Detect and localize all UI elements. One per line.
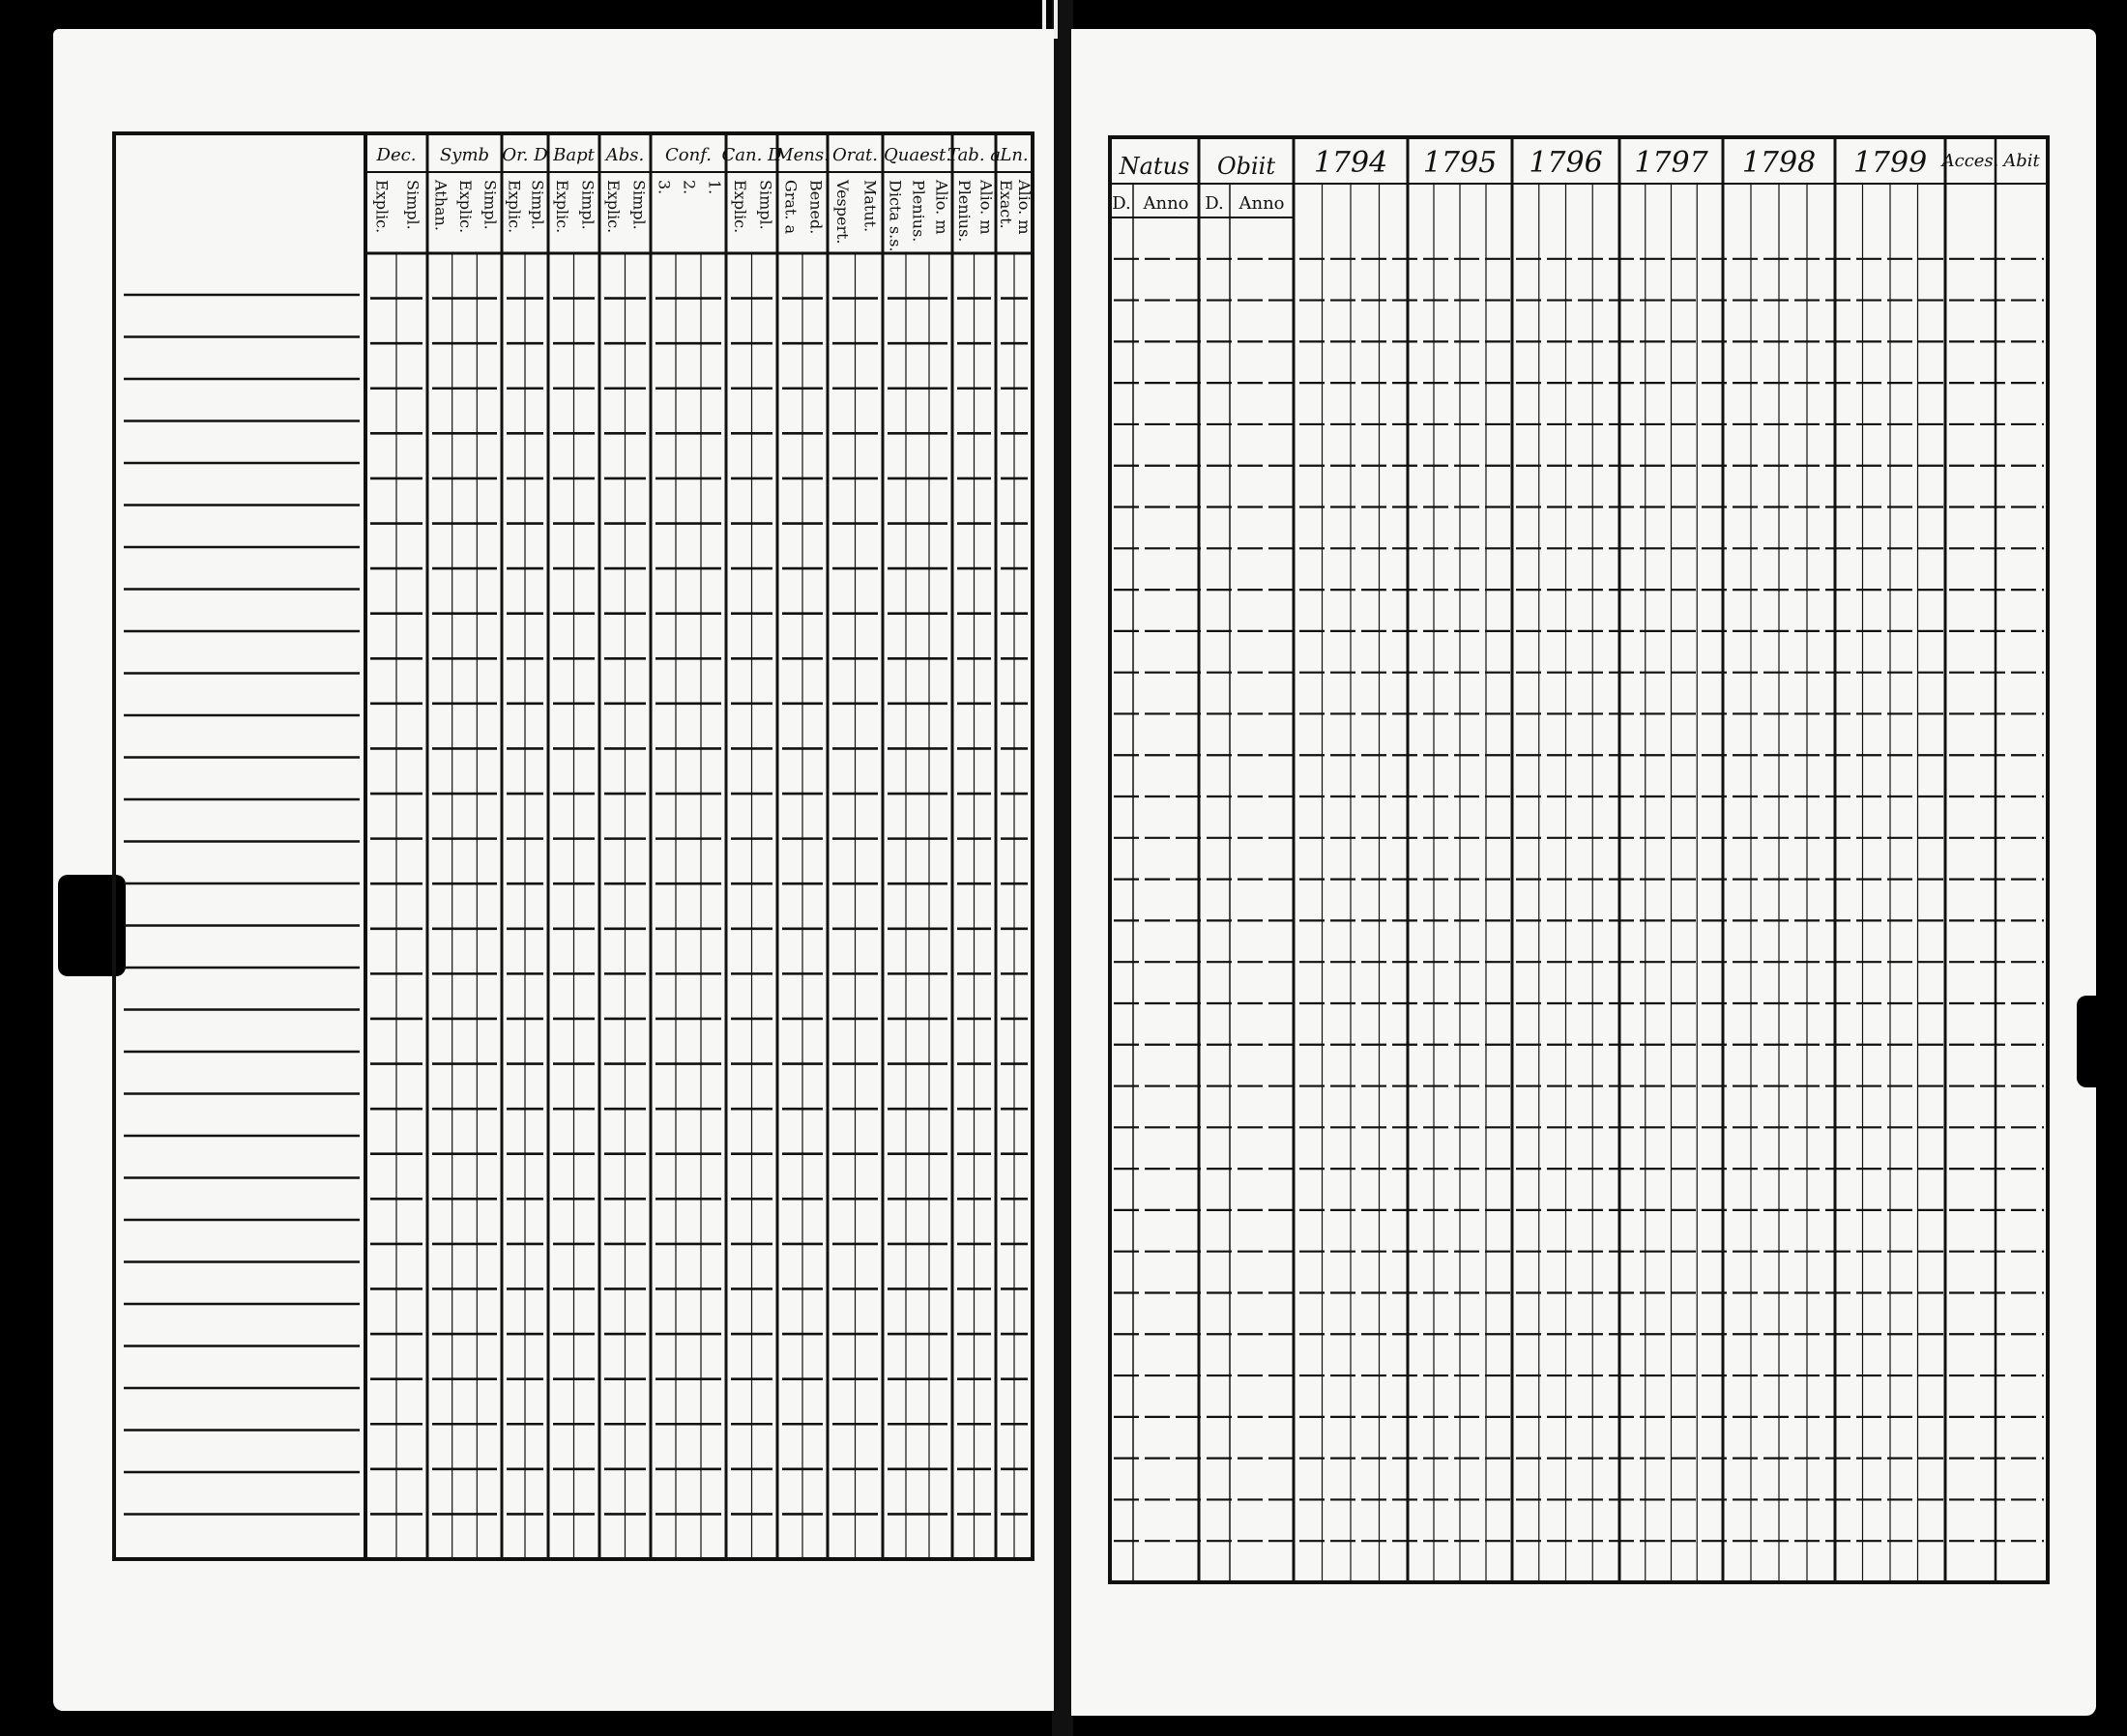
right-table-frame — [1110, 137, 2048, 1582]
sub-column-header: Explic. — [372, 180, 392, 234]
sub-column-header: Alio. m — [932, 180, 951, 235]
column-header: Abit — [2003, 151, 2040, 171]
sub-column-header: D. — [1205, 193, 1224, 214]
sub-column-header: Bened. — [806, 180, 826, 235]
sub-column-header: Exact. — [997, 180, 1015, 229]
column-header: Quaest. — [884, 145, 951, 165]
sub-column-header: Alio. m — [1015, 180, 1034, 235]
sub-column-header: Anno — [1143, 193, 1189, 214]
column-header: Orat. — [831, 145, 879, 165]
column-header: Or. D — [502, 145, 548, 165]
sub-column-header: Plenius. — [909, 180, 928, 243]
sub-column-header: Simpl. — [756, 180, 775, 230]
right-register-table — [1110, 137, 2048, 1582]
sub-column-header: D. — [1112, 193, 1131, 214]
column-header: Tab. a — [947, 145, 1002, 165]
sub-column-header: 3. — [655, 180, 674, 195]
year-header: 1799 — [1852, 146, 1928, 180]
sub-column-header: 1. — [705, 180, 724, 195]
column-header: Acces. — [1941, 151, 1999, 171]
year-header: 1794 — [1313, 146, 1388, 180]
sub-column-header: Simpl. — [481, 180, 500, 230]
column-header: Ln. — [1000, 145, 1029, 165]
sub-column-header: Simpl. — [403, 180, 422, 230]
year-header: 1798 — [1741, 146, 1817, 180]
sub-column-header: Simpl. — [528, 180, 547, 230]
column-header: Natus — [1119, 153, 1190, 180]
sub-column-header: Simpl. — [629, 180, 649, 230]
sub-column-header: Vespert. — [832, 180, 852, 245]
sub-column-header: Simpl. — [578, 180, 597, 230]
sub-column-header: Explic. — [505, 180, 524, 234]
column-header: Dec. — [376, 145, 417, 165]
sub-column-header: 2. — [680, 180, 699, 195]
sub-column-header: Alio. m — [976, 180, 996, 235]
column-header: Abs. — [605, 145, 645, 165]
left-register-table — [114, 133, 1034, 1559]
sub-column-header: Anno — [1238, 193, 1285, 214]
sub-column-header: Grat. a — [781, 180, 801, 235]
column-header: Can. D — [721, 145, 782, 165]
year-header: 1796 — [1529, 146, 1603, 180]
column-header: Obiit — [1216, 153, 1276, 180]
sub-column-header: Explic. — [552, 180, 571, 234]
sub-column-header: Plenius. — [954, 180, 974, 243]
column-header: Conf. — [665, 145, 712, 165]
sub-column-header: Explic. — [730, 180, 749, 234]
year-header: 1797 — [1634, 146, 1708, 180]
sub-column-header: Dicta s.s. — [886, 180, 905, 252]
year-header: 1795 — [1422, 146, 1498, 180]
sub-column-header: Matut. — [860, 180, 880, 233]
sub-column-header: Explic. — [603, 180, 623, 234]
sub-column-header: Explic. — [456, 180, 475, 234]
column-header: Bapt — [553, 145, 595, 165]
column-header: Symb — [439, 145, 490, 165]
column-header: Mens. — [775, 145, 830, 165]
sub-column-header: Athan. — [431, 180, 451, 231]
